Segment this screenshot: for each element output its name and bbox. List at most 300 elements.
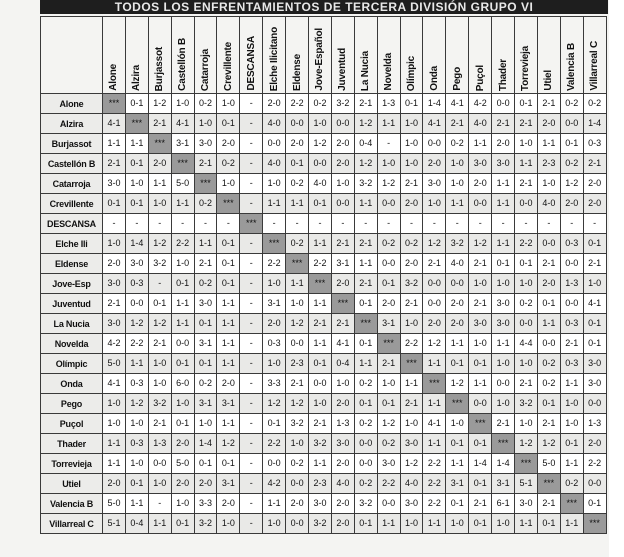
result-cell: 1-0 bbox=[125, 414, 148, 434]
result-cell: 1-1 bbox=[423, 514, 446, 534]
result-cell: 3-3 bbox=[194, 494, 217, 514]
column-header-label: Eldense bbox=[291, 54, 303, 91]
result-cell: 1-1 bbox=[171, 294, 194, 314]
result-cell: 0-1 bbox=[217, 254, 240, 274]
result-cell: - bbox=[240, 334, 263, 354]
result-cell: 1-1 bbox=[194, 234, 217, 254]
diagonal-cell: *** bbox=[400, 354, 423, 374]
result-cell: 4-4 bbox=[515, 334, 538, 354]
result-cell: 2-0 bbox=[537, 274, 560, 294]
result-cell: 0-1 bbox=[446, 434, 469, 454]
result-cell: 0-1 bbox=[469, 354, 492, 374]
result-cell: 0-0 bbox=[263, 454, 286, 474]
result-cell: 3-2 bbox=[309, 514, 332, 534]
result-cell: 0-0 bbox=[171, 334, 194, 354]
row-team-name: Jove-Esp bbox=[41, 274, 103, 294]
table-row bbox=[41, 354, 607, 374]
result-cell: 1-3 bbox=[331, 414, 354, 434]
result-cell: 2-2 bbox=[377, 474, 400, 494]
result-cell: 1-1 bbox=[515, 514, 538, 534]
result-cell: 1-2 bbox=[515, 434, 538, 454]
result-cell: 1-0 bbox=[125, 454, 148, 474]
result-cell: 1-2 bbox=[446, 374, 469, 394]
result-cell: 0-3 bbox=[125, 374, 148, 394]
result-cell: 0-1 bbox=[583, 494, 606, 514]
result-cell: 2-1 bbox=[103, 154, 126, 174]
result-cell: 1-2 bbox=[286, 394, 309, 414]
result-cell: 4-0 bbox=[331, 474, 354, 494]
result-cell: 0-0 bbox=[286, 114, 309, 134]
result-cell: 0-2 bbox=[286, 454, 309, 474]
table-row bbox=[41, 274, 607, 294]
column-header-label: Novelda bbox=[383, 53, 395, 91]
result-cell: 5-0 bbox=[103, 494, 126, 514]
result-cell: 3-0 bbox=[492, 294, 515, 314]
result-cell: 0-1 bbox=[377, 274, 400, 294]
result-cell: 5-1 bbox=[103, 514, 126, 534]
result-cell: 1-0 bbox=[217, 514, 240, 534]
result-cell: 1-0 bbox=[423, 194, 446, 214]
result-cell: 4-1 bbox=[423, 414, 446, 434]
column-header bbox=[263, 17, 286, 94]
result-cell: 2-0 bbox=[400, 254, 423, 274]
diagonal-cell: *** bbox=[309, 274, 332, 294]
result-cell: 2-3 bbox=[537, 154, 560, 174]
column-header-label: Castellón B bbox=[177, 38, 189, 91]
result-cell: 2-1 bbox=[400, 394, 423, 414]
result-cell: 1-0 bbox=[171, 254, 194, 274]
result-cell: 4-2 bbox=[263, 474, 286, 494]
result-cell: - bbox=[125, 214, 148, 234]
result-cell: 3-0 bbox=[469, 154, 492, 174]
result-cell: - bbox=[217, 214, 240, 234]
result-cell: 2-0 bbox=[583, 434, 606, 454]
result-cell: 2-0 bbox=[286, 134, 309, 154]
result-cell: 2-1 bbox=[331, 234, 354, 254]
result-cell: 0-3 bbox=[583, 134, 606, 154]
column-header bbox=[515, 17, 538, 94]
result-cell: 1-0 bbox=[492, 514, 515, 534]
result-cell: 1-1 bbox=[423, 354, 446, 374]
result-cell: 1-0 bbox=[446, 174, 469, 194]
result-cell: 3-0 bbox=[492, 154, 515, 174]
result-cell: 0-1 bbox=[309, 354, 332, 374]
result-cell: 3-0 bbox=[515, 494, 538, 514]
result-cell: 0-1 bbox=[217, 454, 240, 474]
result-cell: 4-1 bbox=[446, 94, 469, 114]
result-cell: 3-0 bbox=[309, 494, 332, 514]
result-cell: 1-4 bbox=[125, 234, 148, 254]
result-cell: 1-0 bbox=[560, 414, 583, 434]
result-cell: 1-3 bbox=[377, 94, 400, 114]
table-row bbox=[41, 214, 607, 234]
result-cell: 1-0 bbox=[515, 414, 538, 434]
result-cell: 2-0 bbox=[560, 194, 583, 214]
diagonal-cell: *** bbox=[194, 174, 217, 194]
row-team-name: Puçol bbox=[41, 414, 103, 434]
table-row bbox=[41, 194, 607, 214]
result-cell: - bbox=[240, 154, 263, 174]
result-cell: 0-1 bbox=[194, 314, 217, 334]
result-cell: - bbox=[240, 474, 263, 494]
result-cell: 2-1 bbox=[583, 254, 606, 274]
result-cell: 1-0 bbox=[515, 134, 538, 154]
result-cell: 0-3 bbox=[125, 274, 148, 294]
result-cell: 2-2 bbox=[171, 234, 194, 254]
result-cell: 0-1 bbox=[354, 334, 377, 354]
result-cell: 1-1 bbox=[560, 454, 583, 474]
result-cell: 2-1 bbox=[492, 114, 515, 134]
result-cell: 3-0 bbox=[492, 314, 515, 334]
result-cell: 3-2 bbox=[148, 254, 171, 274]
result-cell: 4-1 bbox=[423, 114, 446, 134]
result-cell: 2-1 bbox=[354, 94, 377, 114]
result-cell: 1-4 bbox=[492, 454, 515, 474]
result-cell: 2-1 bbox=[423, 254, 446, 274]
column-header-label: Elche Ilicitano bbox=[268, 26, 280, 91]
result-cell: 0-1 bbox=[469, 434, 492, 454]
result-cell: 2-0 bbox=[331, 514, 354, 534]
result-cell: 1-1 bbox=[217, 294, 240, 314]
result-cell: 3-2 bbox=[354, 174, 377, 194]
column-header bbox=[446, 17, 469, 94]
result-cell: 1-0 bbox=[400, 134, 423, 154]
column-header-label: Alzira bbox=[131, 64, 143, 91]
table-row bbox=[41, 394, 607, 414]
result-cell: 3-2 bbox=[331, 94, 354, 114]
result-cell: 3-0 bbox=[583, 374, 606, 394]
table-row bbox=[41, 474, 607, 494]
result-cell: 0-1 bbox=[171, 354, 194, 374]
result-cell: - bbox=[194, 214, 217, 234]
result-cell: 2-0 bbox=[171, 474, 194, 494]
table-row bbox=[41, 134, 607, 154]
result-cell: 2-1 bbox=[309, 414, 332, 434]
column-header-label: Juventud bbox=[337, 48, 349, 91]
result-cell: 0-0 bbox=[423, 294, 446, 314]
result-cell: 3-1 bbox=[217, 474, 240, 494]
result-cell: 2-0 bbox=[194, 474, 217, 494]
result-cell: 4-2 bbox=[469, 94, 492, 114]
result-cell: 2-0 bbox=[331, 274, 354, 294]
result-cell: 1-1 bbox=[377, 514, 400, 534]
result-cell: 0-0 bbox=[354, 454, 377, 474]
result-cell: 1-2 bbox=[148, 314, 171, 334]
column-header bbox=[217, 17, 240, 94]
result-cell: 1-4 bbox=[194, 434, 217, 454]
result-cell: 1-1 bbox=[560, 514, 583, 534]
result-cell: - bbox=[423, 214, 446, 234]
table-row bbox=[41, 114, 607, 134]
diagonal-cell: *** bbox=[263, 234, 286, 254]
result-cell: 4-2 bbox=[103, 334, 126, 354]
column-header bbox=[148, 17, 171, 94]
result-cell: 3-0 bbox=[194, 294, 217, 314]
diagonal-cell: *** bbox=[171, 154, 194, 174]
result-cell: 0-3 bbox=[263, 334, 286, 354]
result-cell: - bbox=[240, 394, 263, 414]
result-cell: 2-1 bbox=[286, 374, 309, 394]
result-cell: 0-1 bbox=[217, 234, 240, 254]
result-cell: 3-1 bbox=[446, 474, 469, 494]
diagonal-cell: *** bbox=[217, 194, 240, 214]
result-cell: 3-1 bbox=[492, 474, 515, 494]
column-header-label: Jove-Español bbox=[314, 28, 326, 91]
diagonal-cell: *** bbox=[377, 334, 400, 354]
result-cell: - bbox=[171, 214, 194, 234]
result-cell: - bbox=[240, 454, 263, 474]
diagonal-cell: *** bbox=[286, 254, 309, 274]
result-cell: 0-0 bbox=[286, 474, 309, 494]
result-cell: 0-2 bbox=[194, 374, 217, 394]
result-cell: 1-0 bbox=[537, 174, 560, 194]
result-cell: 0-1 bbox=[286, 154, 309, 174]
result-cell: 0-0 bbox=[377, 194, 400, 214]
result-cell: 2-0 bbox=[537, 114, 560, 134]
result-cell: 1-1 bbox=[263, 494, 286, 514]
result-cell: - bbox=[400, 214, 423, 234]
result-cell: 3-1 bbox=[194, 394, 217, 414]
result-cell: 1-0 bbox=[171, 94, 194, 114]
result-cell: 0-0 bbox=[125, 294, 148, 314]
result-cell: 2-0 bbox=[286, 494, 309, 514]
result-cell: 0-3 bbox=[560, 354, 583, 374]
column-header bbox=[377, 17, 400, 94]
diagonal-cell: *** bbox=[469, 414, 492, 434]
result-cell: 3-2 bbox=[446, 234, 469, 254]
result-cell: 3-2 bbox=[400, 274, 423, 294]
result-cell: 2-1 bbox=[515, 174, 538, 194]
result-cell: 1-0 bbox=[263, 514, 286, 534]
result-cell: 0-1 bbox=[469, 474, 492, 494]
result-cell: 2-1 bbox=[148, 414, 171, 434]
result-cell: 0-0 bbox=[309, 154, 332, 174]
result-cell: 1-1 bbox=[217, 414, 240, 434]
result-cell: - bbox=[492, 214, 515, 234]
result-cell: 2-1 bbox=[148, 114, 171, 134]
result-cell: 2-1 bbox=[331, 314, 354, 334]
result-cell: 2-1 bbox=[354, 234, 377, 254]
column-header bbox=[286, 17, 309, 94]
result-cell: 1-0 bbox=[469, 274, 492, 294]
result-cell: 5-0 bbox=[171, 174, 194, 194]
result-cell: 0-2 bbox=[309, 94, 332, 114]
column-header-label: Onda bbox=[428, 66, 440, 91]
result-cell: 4-0 bbox=[469, 114, 492, 134]
table-row bbox=[41, 154, 607, 174]
result-cell: 1-1 bbox=[446, 334, 469, 354]
row-team-name: Elche Ili bbox=[41, 234, 103, 254]
result-cell: 0-0 bbox=[560, 114, 583, 134]
result-cell: 0-0 bbox=[583, 474, 606, 494]
result-cell: 2-0 bbox=[583, 174, 606, 194]
result-cell: 2-1 bbox=[537, 94, 560, 114]
row-team-name: Villarreal C bbox=[41, 514, 103, 534]
result-cell: 4-0 bbox=[537, 194, 560, 214]
result-cell: 0-3 bbox=[560, 314, 583, 334]
column-header bbox=[103, 17, 126, 94]
result-cell: - bbox=[560, 214, 583, 234]
page-title: TODOS LOS ENFRENTAMIENTOS DE TERCERA DIVISIÓN GRUPO VI bbox=[40, 0, 608, 14]
result-cell: 3-0 bbox=[331, 434, 354, 454]
result-cell: 2-1 bbox=[469, 494, 492, 514]
result-cell: 1-0 bbox=[446, 414, 469, 434]
table-row bbox=[41, 494, 607, 514]
result-cell: - bbox=[240, 114, 263, 134]
result-cell: 1-0 bbox=[286, 294, 309, 314]
column-header-label: Burjassot bbox=[154, 46, 166, 91]
diagonal-cell: *** bbox=[515, 454, 538, 474]
row-team-name: Utiel bbox=[41, 474, 103, 494]
result-cell: 1-1 bbox=[492, 234, 515, 254]
result-cell: 2-1 bbox=[354, 274, 377, 294]
result-cell: 1-1 bbox=[148, 174, 171, 194]
result-cell: 3-0 bbox=[125, 254, 148, 274]
result-cell: 1-1 bbox=[537, 314, 560, 334]
column-header bbox=[560, 17, 583, 94]
result-cell: 2-2 bbox=[125, 334, 148, 354]
result-cell: 2-1 bbox=[194, 154, 217, 174]
result-cell: - bbox=[240, 174, 263, 194]
table-row bbox=[41, 294, 607, 314]
result-cell: 0-2 bbox=[537, 374, 560, 394]
result-cell: 4-0 bbox=[263, 154, 286, 174]
result-cell: 0-1 bbox=[354, 294, 377, 314]
result-cell: 3-2 bbox=[515, 394, 538, 414]
diagonal-cell: *** bbox=[148, 134, 171, 154]
result-cell: 2-1 bbox=[515, 374, 538, 394]
result-cell: 1-4 bbox=[423, 94, 446, 114]
result-cell: 2-1 bbox=[309, 314, 332, 334]
result-cell: 3-1 bbox=[377, 314, 400, 334]
column-header bbox=[194, 17, 217, 94]
row-team-name: Olímpic bbox=[41, 354, 103, 374]
result-cell: 0-2 bbox=[560, 474, 583, 494]
result-cell: 0-1 bbox=[217, 274, 240, 294]
table-row bbox=[41, 414, 607, 434]
result-cell: 3-0 bbox=[469, 314, 492, 334]
result-cell: 0-1 bbox=[171, 414, 194, 434]
result-cell: 0-0 bbox=[560, 254, 583, 274]
result-cell: 3-0 bbox=[103, 274, 126, 294]
row-team-name: Pego bbox=[41, 394, 103, 414]
result-cell: 0-1 bbox=[537, 294, 560, 314]
result-cell: 4-0 bbox=[400, 474, 423, 494]
result-cell: 3-0 bbox=[103, 174, 126, 194]
column-header-label: Torrevieja bbox=[520, 45, 532, 91]
result-cell: 1-0 bbox=[263, 274, 286, 294]
column-header bbox=[469, 17, 492, 94]
table-row bbox=[41, 514, 607, 534]
result-cell: 2-0 bbox=[492, 134, 515, 154]
result-cell: 1-0 bbox=[331, 374, 354, 394]
result-cell: 1-3 bbox=[583, 414, 606, 434]
result-cell: 1-1 bbox=[446, 454, 469, 474]
result-cell: 6-0 bbox=[171, 374, 194, 394]
result-cell: 2-0 bbox=[331, 494, 354, 514]
column-header bbox=[423, 17, 446, 94]
result-cell: 1-0 bbox=[148, 354, 171, 374]
result-cell: 0-1 bbox=[400, 94, 423, 114]
result-cell: 4-0 bbox=[446, 254, 469, 274]
result-cell: 4-1 bbox=[171, 114, 194, 134]
result-cell: 0-1 bbox=[492, 254, 515, 274]
result-cell: 5-0 bbox=[103, 354, 126, 374]
result-cell: 3-0 bbox=[400, 434, 423, 454]
result-cell: 0-0 bbox=[446, 274, 469, 294]
result-cell: 2-2 bbox=[400, 334, 423, 354]
result-cell: 2-1 bbox=[194, 254, 217, 274]
result-cell: 2-3 bbox=[286, 354, 309, 374]
result-cell: 1-2 bbox=[148, 234, 171, 254]
result-cell: 0-1 bbox=[446, 494, 469, 514]
result-cell: 1-0 bbox=[309, 394, 332, 414]
table-row bbox=[41, 314, 607, 334]
row-team-name: Eldense bbox=[41, 254, 103, 274]
result-cell: 5-0 bbox=[537, 454, 560, 474]
result-cell: 0-4 bbox=[354, 134, 377, 154]
result-cell: 1-0 bbox=[263, 354, 286, 374]
result-cell: - bbox=[446, 214, 469, 234]
result-cell: 0-1 bbox=[125, 154, 148, 174]
result-cell: 2-0 bbox=[423, 314, 446, 334]
result-cell: - bbox=[263, 214, 286, 234]
row-team-name: DESCANSA bbox=[41, 214, 103, 234]
result-cell: 0-1 bbox=[560, 134, 583, 154]
result-cell: 0-1 bbox=[354, 514, 377, 534]
result-cell: 0-2 bbox=[286, 234, 309, 254]
result-cell: 1-1 bbox=[309, 294, 332, 314]
result-cell: 0-0 bbox=[286, 334, 309, 354]
result-cell: 2-1 bbox=[537, 414, 560, 434]
table-row bbox=[41, 174, 607, 194]
result-cell: 0-0 bbox=[263, 134, 286, 154]
result-cell: - bbox=[537, 214, 560, 234]
result-cell: 2-2 bbox=[423, 494, 446, 514]
result-cell: 3-2 bbox=[148, 394, 171, 414]
result-cell: 0-0 bbox=[469, 194, 492, 214]
diagonal-cell: *** bbox=[103, 94, 126, 114]
column-header bbox=[331, 17, 354, 94]
result-cell: 1-0 bbox=[377, 374, 400, 394]
result-cell: 1-2 bbox=[354, 154, 377, 174]
result-cell: 0-0 bbox=[377, 494, 400, 514]
result-cell: 1-1 bbox=[263, 194, 286, 214]
diagonal-cell: *** bbox=[537, 474, 560, 494]
result-cell: 1-0 bbox=[148, 194, 171, 214]
diagonal-cell: *** bbox=[240, 214, 263, 234]
result-cell: 0-2 bbox=[286, 174, 309, 194]
result-cell: 0-1 bbox=[515, 254, 538, 274]
row-team-name: Crevillente bbox=[41, 194, 103, 214]
result-cell: 1-1 bbox=[423, 434, 446, 454]
result-cell: 1-1 bbox=[125, 354, 148, 374]
result-cell: 1-2 bbox=[286, 314, 309, 334]
result-cell: 5-1 bbox=[515, 474, 538, 494]
result-cell: 2-2 bbox=[263, 434, 286, 454]
result-cell: 0-0 bbox=[331, 194, 354, 214]
result-cell: 6-1 bbox=[492, 494, 515, 514]
result-cell: 1-0 bbox=[400, 514, 423, 534]
result-cell: 1-2 bbox=[560, 174, 583, 194]
result-cell: 2-0 bbox=[446, 314, 469, 334]
result-cell: 4-0 bbox=[309, 174, 332, 194]
result-cell: 1-1 bbox=[492, 174, 515, 194]
result-cell: - bbox=[286, 214, 309, 234]
result-cell: 1-1 bbox=[354, 254, 377, 274]
result-cell: 1-1 bbox=[309, 454, 332, 474]
result-cell: 0-2 bbox=[354, 474, 377, 494]
